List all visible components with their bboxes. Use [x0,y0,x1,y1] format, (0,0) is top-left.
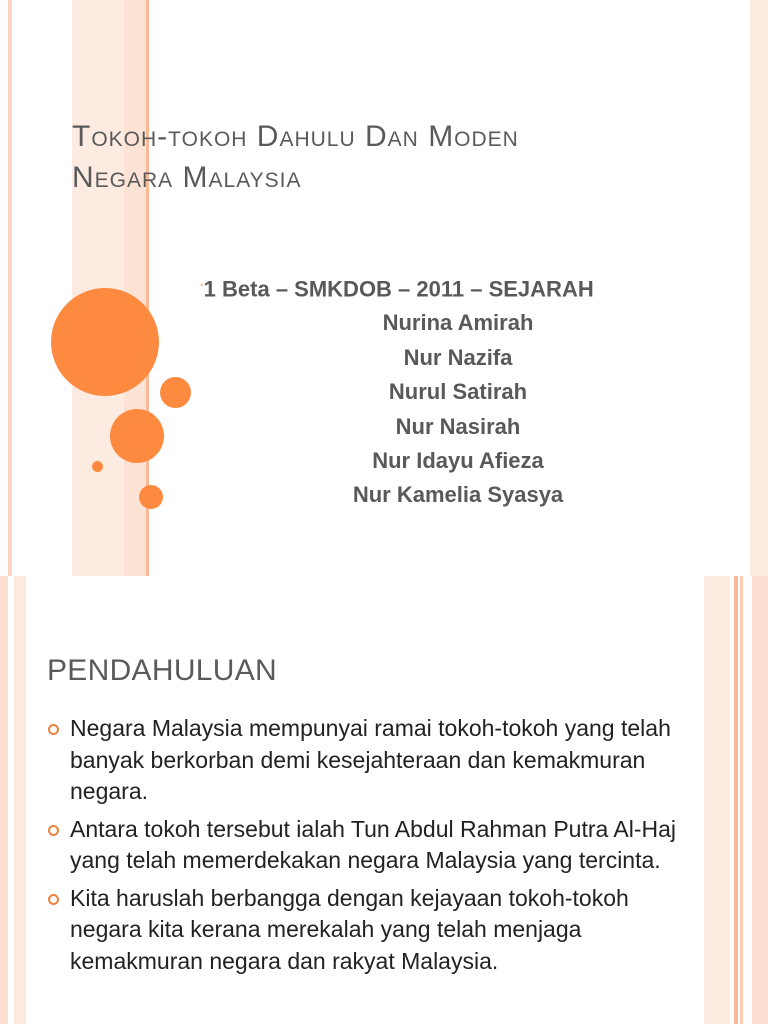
list-item: Negara Malaysia mempunyai ramai tokoh-tokoh yang telah banyak berkorban demi kesejahteraan dan kemakmuran negara. [48,713,688,808]
subtitle-dash: - [200,279,204,291]
slide-heading: PENDAHULUAN [47,654,278,687]
decorative-stripe [750,0,768,576]
decorative-circle [51,288,159,396]
decorative-stripe [14,576,26,1024]
decorative-stripe [704,576,730,1024]
bullet-list [48,713,688,983]
decorative-stripe [740,576,743,1024]
circle-bullet-icon [48,894,59,905]
decorative-stripe [8,0,12,576]
member-name: Nur Nazifa [403,344,513,370]
member-name: Nurul Satirah [388,379,528,405]
slide-title [72,116,712,198]
content-slide [0,576,768,1024]
circle-bullet-icon [48,724,59,735]
decorative-stripe [0,576,8,1024]
member-name: Nur Kamelia Syasya [352,482,564,508]
subtitle-class-line: -1 Beta – SMKDOB – 2011 – SEJARAH [200,276,594,302]
member-name: Nur Idayu Afieza [372,447,544,473]
title-line-2: Negara Malaysia [72,161,302,194]
member-name: Nurina Amirah [382,310,534,336]
decorative-circle [139,485,163,509]
list-item: Antara tokoh tersebut ialah Tun Abdul Rahman Putra Al-Haj yang telah memerdekakan negara Malaysia yang tercinta. [48,814,688,877]
list-item: Kita haruslah berbangga dengan kejayaan tokoh-tokoh negara kita kerana merekalah yang telah menjaga kemakmuran negara dan rakyat Malaysia. [48,883,688,978]
decorative-circle [92,461,103,472]
decorative-circle [160,377,191,408]
circle-bullet-icon [48,825,59,836]
decorative-circle [110,409,164,463]
decorative-stripe [752,576,768,1024]
slide-subtitle [200,268,720,513]
title-line-1: Tokoh-tokoh Dahulu Dan Moden [72,120,519,153]
member-name: Nur Nasirah [395,413,521,439]
decorative-stripe [734,576,738,1024]
